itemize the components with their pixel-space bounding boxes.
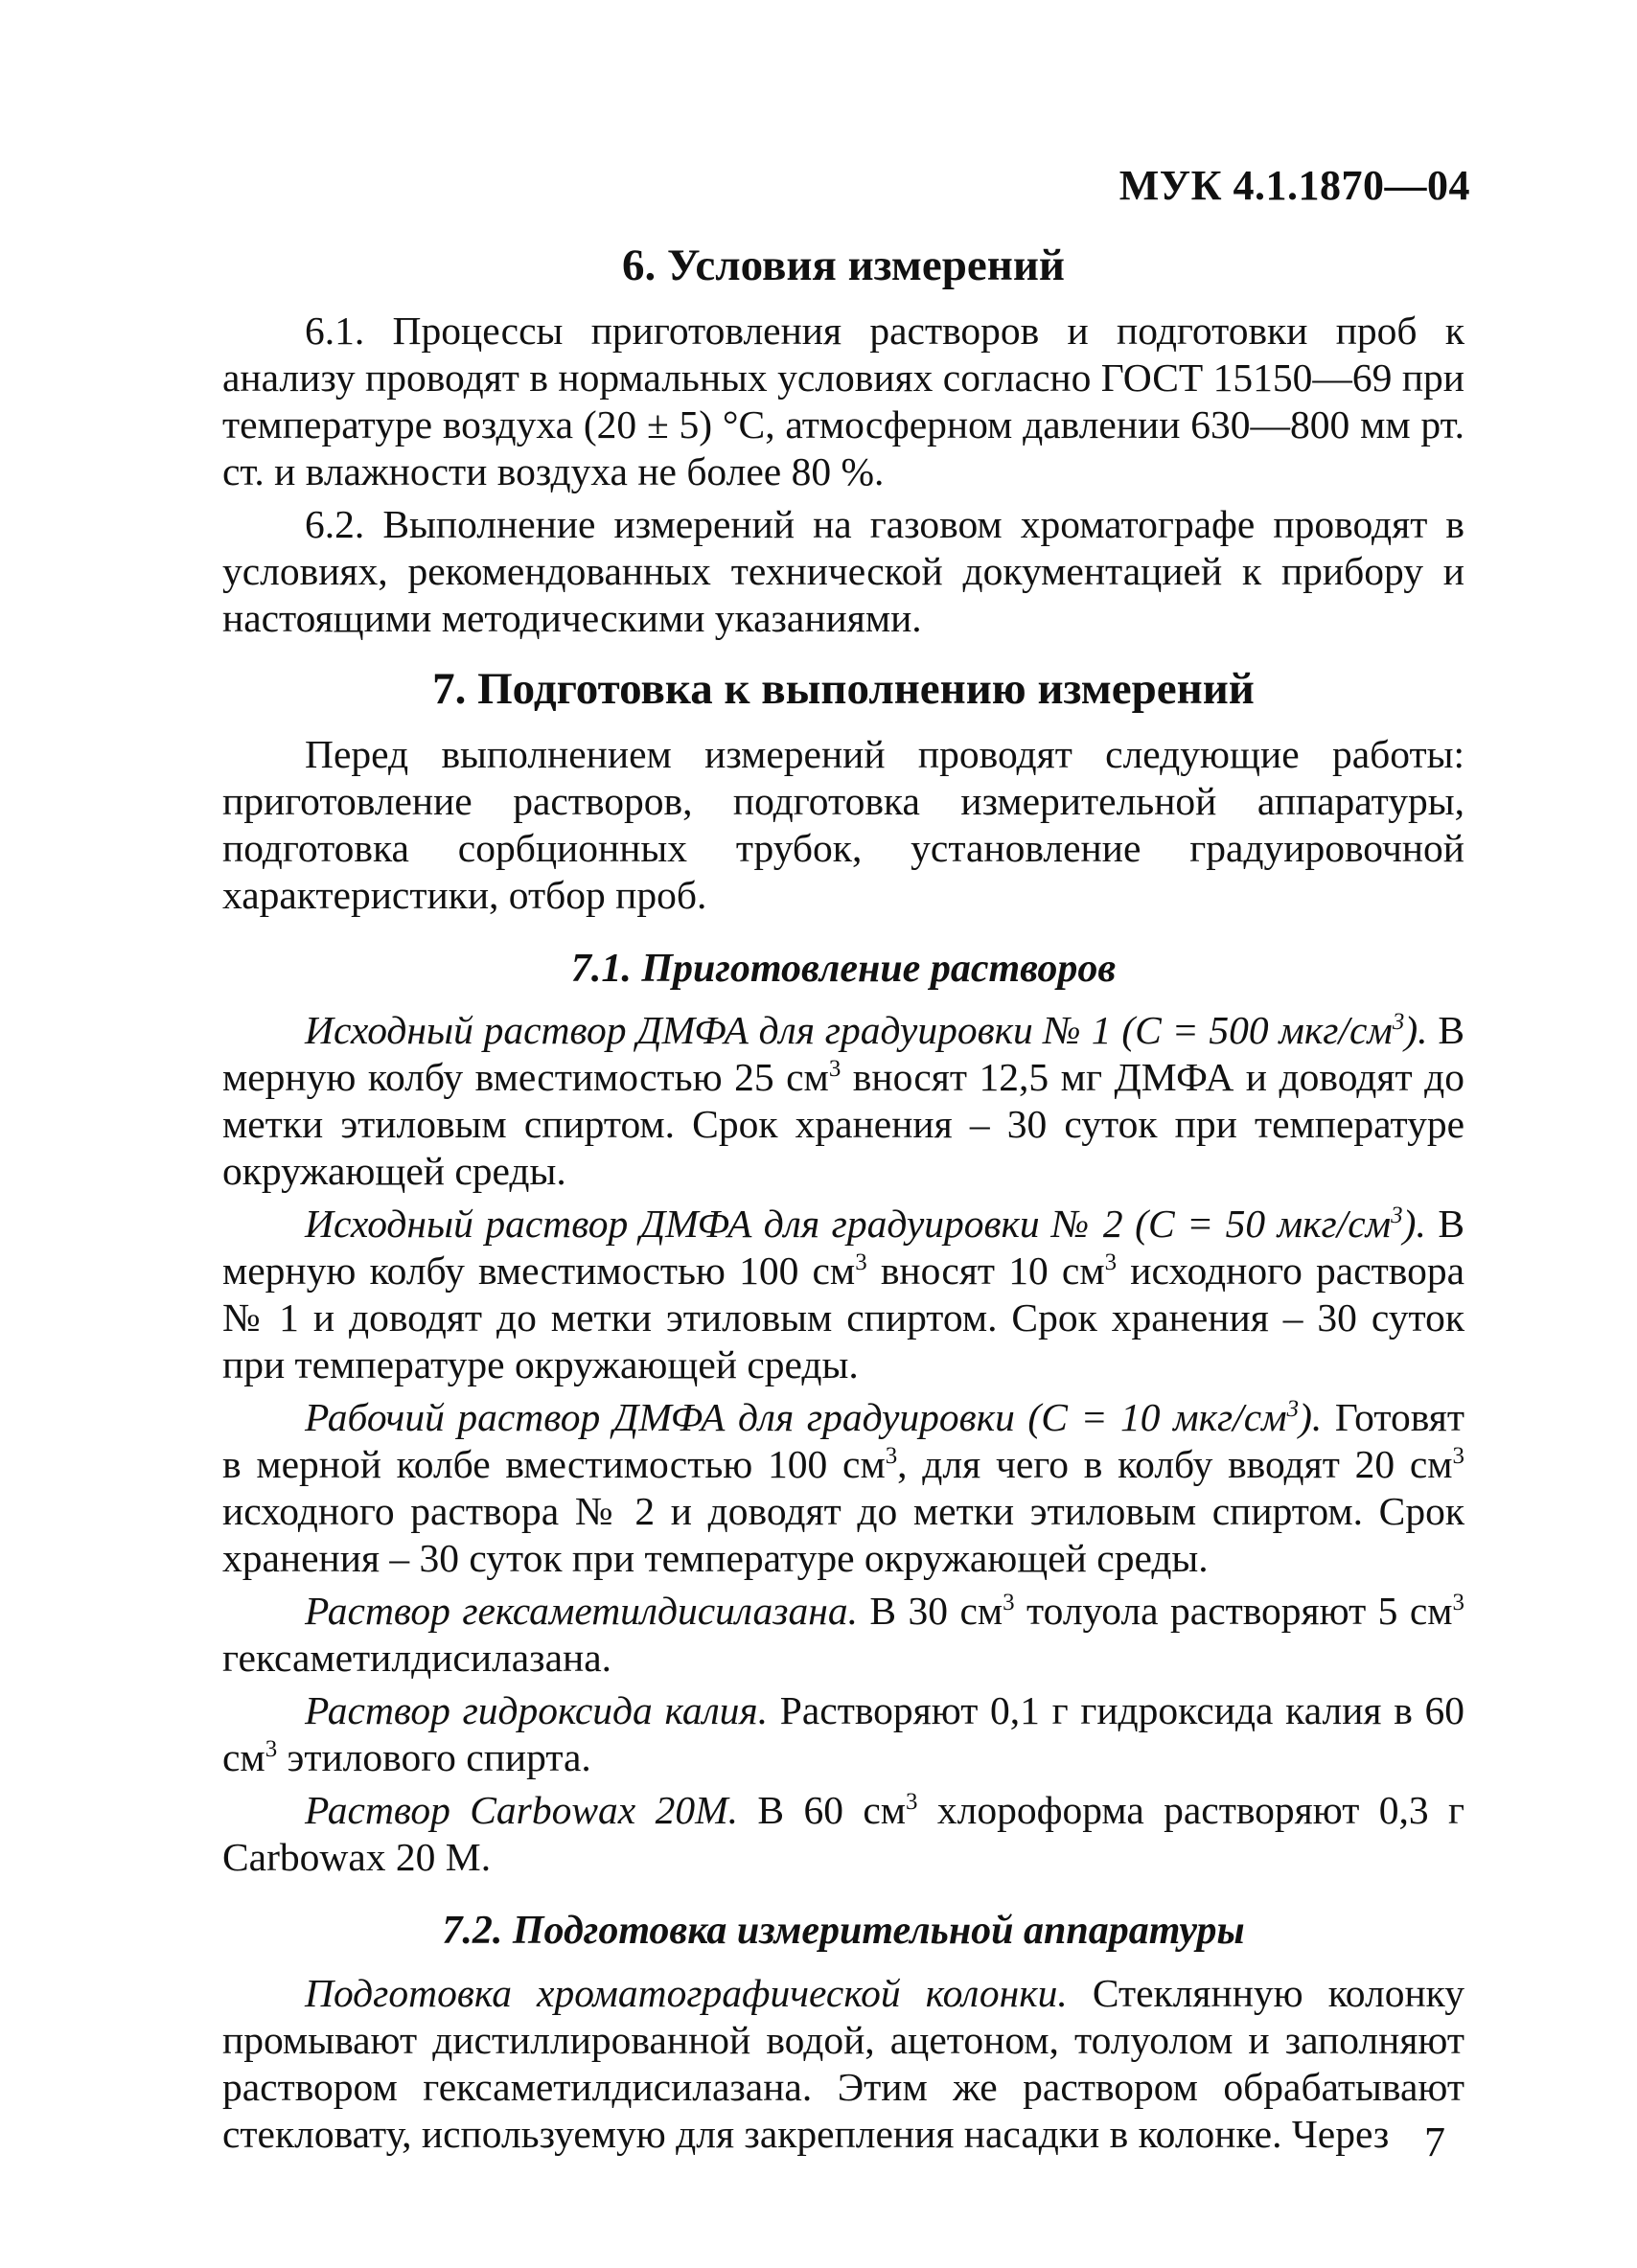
paragraph-7-intro: Перед выполнением измерений проводят следующие работы: приготовление растворов, подготовка измерительной аппаратуры, подготовка сорбционных трубок, установление градуировочной характеристики, отбор проб. [222, 731, 1464, 917]
paragraph-6-2: 6.2. Выполнение измерений на газовом хроматографе проводят в условиях, рекомендованных технической документацией к прибору и настоящими методическими указаниями. [222, 501, 1464, 640]
term-working-solution: Рабочий раствор ДМФА для градуировки (С = 10 мкг/$см^3$). [305, 1395, 1323, 1439]
section-6-title: 6. Условия измерений [621, 241, 1066, 290]
term-hmds-solution: Раствор гексаметилдисилазана. [305, 1589, 858, 1633]
section-7-title: 7. Подготовка к выполнению измерений [432, 663, 1255, 714]
page-content [222, 238, 1464, 2158]
paragraph-column-preparation: Подготовка хроматографической колонки. Стеклянную колонку промывают дистиллированной водой, ацетоном, толуолом и заполняют раствором гексаметилдисилазана. Этим же раствором обрабатывают стекловату, используемую для закрепления насадки в колонке. Через [222, 1970, 1464, 2156]
paragraph-hmds-solution: Раствор гексаметилдисилазана. В 30 $см^3$ толуола растворяют 5 $см^3$ гексаметилдисилазана. [222, 1589, 1464, 1680]
term-koh-solution: Раствор гидроксида калия. [305, 1688, 769, 1732]
page-number: 7 [1424, 2119, 1445, 2165]
term-carbowax-solution: Раствор Carbowax 20M. [305, 1788, 739, 1832]
term-column-preparation: Подготовка хроматографической колонки. [305, 1970, 1068, 2015]
subsection-7-2-title: 7.2. Подготовка измерительной аппаратуры [442, 1909, 1245, 1953]
paragraph-stock-solution-2: Исходный раствор ДМФА для градуировки № 2 (С = 50 мкг/$см^3$). В мерную колбу вместимостью 100 $см^3$ вносят 10 $см^3$ исходного раствора № 1 и доводят до метки этиловым спиртом. Срок хранения – 30 суток при температуре окружающей среды. [222, 1202, 1465, 1386]
paragraph-6-1: 6.1. Процессы приготовления растворов и подготовки проб к анализу проводят в нормальных условиях согласно ГОСТ 15150—69 при температуре воздуха (20 ± 5) °С, атмосферном давлении 630—800 мм рт. ст. и влажности воздуха не более 80 %. [222, 308, 1464, 493]
paragraph-carbowax-solution: Раствор Carbowax 20M. В 60 $см^3$ хлороформа растворяют 0,3 г Carbowax 20 M. [222, 1788, 1464, 1879]
term-stock-solution-1: Исходный раствор ДМФА для градуировки № 1 (С = 500 мкг/$см^3$). [305, 1008, 1428, 1052]
paragraph-koh-solution: Раствор гидроксида калия. Растворяют 0,1 г гидроксида калия в 60 $см^3$ этилового спирта. [222, 1688, 1464, 1779]
paragraph-working-solution: Рабочий раствор ДМФА для градуировки (С = 10 мкг/$см^3$). Готовят в мерной колбе вместимостью 100 $см^3$, для чего в колбу вводят 20 $см^3$ исходного раствора № 2 и доводят до метки этиловым спиртом. Срок хранения – 30 суток при температуре окружающей среды. [222, 1395, 1464, 1580]
subsection-7-1-title: 7.1. Приготовление растворов [570, 946, 1117, 991]
document-code-header: МУК 4.1.1870—04 [1118, 162, 1470, 209]
term-stock-solution-2: Исходный раствор ДМФА для градуировки № 2 (С = 50 мкг/$см^3$). [305, 1202, 1426, 1246]
paragraph-stock-solution-1: Исходный раствор ДМФА для градуировки № 1 (С = 500 мкг/$см^3$). В мерную колбу вместимостью 25 $см^3$ вносят 12,5 мг ДМФА и доводят до метки этиловым спиртом. Срок хранения – 30 суток при температуре окружающей среды. [222, 1008, 1464, 1193]
